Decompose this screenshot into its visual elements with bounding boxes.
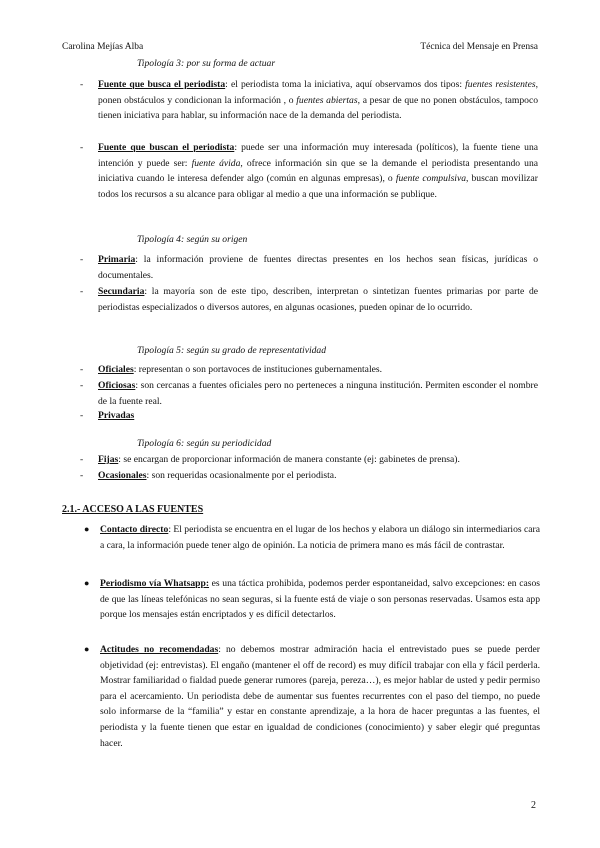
dash-marker: - xyxy=(80,364,84,375)
item-text: : no debemos mostrar admiración hacia el entrevistado pues se puede perder objetividad (ej: entrevistas). El engaño (mantener el off de record) es muy difícil trabajar con ella y fácil perderla. Mostrar familiaridad o fialdad puede generar rumores (pareja, pereza…), es mejor hablar de usted y pedir permiso para el acercamiento. Un periodista debe de aumentar sus fuentes recurrentes con el paso del tiempo, no puede solo informarse de la “familia” y estar en constante aprendizaje, a la hora de hacer preguntas a las fuentes, el periodista y la fuente tienen que estar en igualdad de condiciones (conocimiento) y saber elegir qué preguntas hacer. xyxy=(100,644,540,749)
item-text: : representan o son portavoces de instituciones gubernamentales. xyxy=(133,364,382,375)
dash-marker: - xyxy=(80,454,84,465)
dash-marker: - xyxy=(80,286,84,297)
bullet-marker: ● xyxy=(84,524,90,534)
typology-6-title: Tipología 6: según su periodicidad xyxy=(137,438,272,449)
item-text: , ofrece información sin que se la demande el periodista presentando una iniciativa cuando le interesa defender algo (común en algunas empresas), o xyxy=(98,157,539,185)
list-item xyxy=(100,576,540,623)
list-item xyxy=(98,252,538,283)
list-item xyxy=(100,522,540,553)
list-item xyxy=(98,408,538,424)
term: Oficiales xyxy=(98,364,134,375)
section-heading: 2.1.- ACCESO A LAS FUENTES xyxy=(62,504,204,515)
dash-marker: - xyxy=(80,380,84,391)
term: Periodismo vía Whatsapp: xyxy=(100,578,210,589)
term: Secundaria xyxy=(98,286,145,297)
item-text: : puede ser una información muy interesada (políticos), la fuente tiene una intención y puede ser: xyxy=(98,142,538,169)
item-text: : la información proviene de fuentes directas presentes en los hechos sean físicas, jurídicas o documentales. xyxy=(98,254,538,281)
item-text: es una táctica prohibida, podemos perder espontaneidad, salvo excepciones: en casos de que las líneas telefónicas no sean seguras, si la fuente está de viaje o son personas reservadas. Usamos esta app porque los mensajes están encriptados y es difícil detectarlos. xyxy=(100,578,540,621)
term: Privadas xyxy=(98,410,135,421)
list-item xyxy=(98,468,538,484)
term: Primaria xyxy=(98,254,136,265)
term: Ocasionales xyxy=(98,470,147,481)
list-item xyxy=(98,362,538,378)
item-text: : la mayoría son de este tipo, describen, interpretan o sintetizan fuentes primarias por parte de periodistas especializados o diversos autores, en algunas ocasiones, pueden opinar de lo ocurrido. xyxy=(98,286,538,313)
term: Oficiosas xyxy=(98,380,136,391)
list-item xyxy=(98,378,538,409)
typology-5-title: Tipología 5: según su grado de representatividad xyxy=(137,345,327,356)
header-author: Carolina Mejías Alba xyxy=(62,42,144,52)
item-italic: fuentes resistentes xyxy=(465,79,536,90)
typology-3-title: Tipología 3: por su forma de actuar xyxy=(137,58,276,69)
bullet-marker: ● xyxy=(84,578,90,588)
term: Fijas xyxy=(98,454,119,465)
page-number: 2 xyxy=(531,800,536,811)
item-text: , a pesar de que no ponen obstáculos, tampoco tienen iniciativa para hablar, su información nace de la demanda del periodista. xyxy=(98,94,538,122)
term: Fuente que buscan el periodista xyxy=(98,142,235,153)
header-course: Técnica del Mensaje en Prensa xyxy=(420,42,538,52)
item-text: : El periodista se encuentra en el lugar de los hechos y elabora un diálogo sin intermediarios cara a cara, la información puede tener algo de opinión. La noticia de primera mano es más fácil de contrastar. xyxy=(100,524,540,551)
item-italic: fuente compulsiva xyxy=(395,173,467,185)
item-italic: fuentes abiertas xyxy=(296,94,358,106)
item-text: , ponen obstáculos y condicionan la información , o xyxy=(98,79,538,106)
dash-marker: - xyxy=(80,142,84,153)
list-item xyxy=(100,642,540,751)
dash-marker: - xyxy=(80,470,84,481)
bullet-marker: ● xyxy=(84,644,90,654)
dash-marker: - xyxy=(80,79,84,90)
term: Fuente que busca el periodista xyxy=(98,79,226,90)
term: Contacto directo xyxy=(100,524,169,535)
dash-marker: - xyxy=(80,410,84,421)
list-item xyxy=(98,452,538,468)
list-item xyxy=(98,77,538,124)
list-item xyxy=(98,140,538,202)
item-text: : se encargan de proporcionar información de manera constante (ej: gabinetes de prensa). xyxy=(118,454,460,465)
term: Actitudes no recomendadas xyxy=(100,644,219,655)
item-italic: fuente ávida xyxy=(191,157,241,169)
item-text: , buscan movilizar todos los recursos a su alcance para obligar al medio a que una información se publique. xyxy=(98,173,538,200)
dash-marker: - xyxy=(80,254,84,265)
item-text: : son requeridas ocasionalmente por el periodista. xyxy=(146,470,337,481)
item-text: : el periodista toma la iniciativa, aquí observamos dos tipos: xyxy=(225,79,466,90)
item-text: : son cercanas a fuentes oficiales pero no perteneces a ninguna institución. Permiten esconder el nombre de la fuente real. xyxy=(98,380,538,407)
list-item xyxy=(98,284,538,315)
typology-4-title: Tipología 4: según su origen xyxy=(137,234,248,245)
